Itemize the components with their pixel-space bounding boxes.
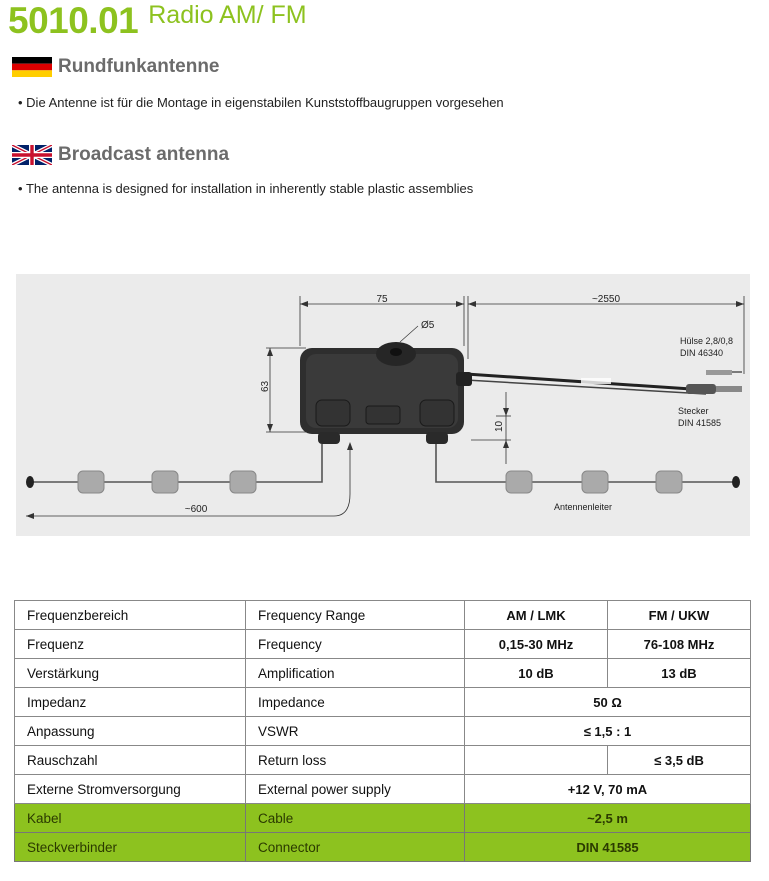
english-bullet: • The antenna is designed for installation in inherently stable plastic assemblies (18, 181, 474, 196)
cell-english: VSWR (246, 717, 465, 746)
table-row (15, 804, 751, 833)
table-row (15, 746, 751, 775)
cell-fm: ≤ 3,5 dB (608, 746, 751, 775)
cell-english: External power supply (246, 775, 465, 804)
table-row (15, 833, 751, 862)
cell-german: Anpassung (15, 717, 246, 746)
english-section-heading (12, 142, 229, 168)
english-bullet-text: The antenna is designed for installation in inherently stable plastic assemblies (25, 181, 474, 196)
dim-width-label: 75 (376, 294, 388, 305)
table-row (15, 601, 751, 630)
stecker-label-1: Stecker (678, 406, 709, 416)
german-flag-icon (12, 57, 52, 77)
cell-value: DIN 41585 (465, 833, 751, 862)
cell-english: Frequency (246, 630, 465, 659)
cell-value: 50 Ω (465, 688, 751, 717)
cell-fm: 76-108 MHz (608, 630, 751, 659)
cell-german: Frequenz (15, 630, 246, 659)
product-subtitle: Radio AM/ FM (148, 1, 307, 29)
dim-cable-label: ~2550 (591, 294, 621, 305)
cell-fm: FM / UKW (608, 601, 751, 630)
antenna-wire-right-icon (436, 444, 740, 493)
cell-german: Externe Stromversorgung (15, 775, 246, 804)
product-code: 5010.01 (8, 0, 139, 41)
huelse-label-1: Hülse 2,8/0,8 (680, 336, 734, 346)
cell-english: Return loss (246, 746, 465, 775)
uk-flag-icon (12, 145, 52, 165)
table-row (15, 717, 751, 746)
table-row (15, 775, 751, 804)
cell-fm: 13 dB (608, 659, 751, 688)
cell-am (465, 746, 608, 775)
cell-german: Steckverbinder (15, 833, 246, 862)
cell-german: Rauschzahl (15, 746, 246, 775)
german-title: Rundfunkantenne (58, 56, 220, 77)
dim-hole-label: Ø5 (421, 320, 435, 331)
stecker-label-2: DIN 41585 (678, 418, 722, 428)
cell-value: +12 V, 70 mA (465, 775, 751, 804)
table-row (15, 659, 751, 688)
cell-am: 0,15-30 MHz (465, 630, 608, 659)
cell-english: Frequency Range (246, 601, 465, 630)
technical-drawing (16, 274, 750, 536)
antenna-housing-icon (300, 342, 472, 444)
cell-value: ~2,5 m (465, 804, 751, 833)
cell-am: AM / LMK (465, 601, 608, 630)
cell-german: Impedanz (15, 688, 246, 717)
product-header (8, 0, 307, 40)
german-section-heading (12, 54, 220, 80)
cell-german: Kabel (15, 804, 246, 833)
german-bullet: • Die Antenne ist für die Montage in eigenstabilen Kunststoffbaugruppen vorgesehen (18, 95, 504, 110)
table-row (15, 688, 751, 717)
dim-height-label: 63 (260, 380, 271, 392)
cell-english: Cable (246, 804, 465, 833)
antennenleiter-label: Antennenleiter (554, 502, 613, 512)
specification-table (14, 600, 751, 862)
cell-german: Verstärkung (15, 659, 246, 688)
english-title: Broadcast antenna (58, 144, 230, 165)
cell-value: ≤ 1,5 : 1 (465, 717, 751, 746)
antenna-wire-left-icon (26, 444, 322, 493)
cell-english: Amplification (246, 659, 465, 688)
table-row (15, 630, 751, 659)
cell-german: Frequenzbereich (15, 601, 246, 630)
dim-10-label: 10 (494, 420, 505, 432)
cell-am: 10 dB (465, 659, 608, 688)
cell-english: Impedance (246, 688, 465, 717)
german-bullet-text: Die Antenne ist für die Montage in eigenstabilen Kunststoffbaugruppen vorgesehen (26, 95, 504, 110)
huelse-label-2: DIN 46340 (680, 348, 724, 358)
dim-600-label: ~600 (184, 504, 208, 515)
cell-english: Connector (246, 833, 465, 862)
cable-icon (466, 370, 742, 394)
